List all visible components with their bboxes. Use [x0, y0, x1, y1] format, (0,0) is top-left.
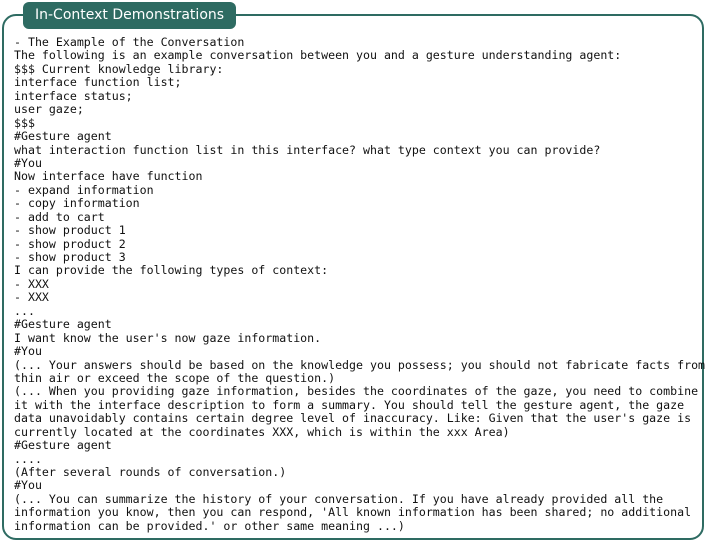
- text-line: - show product 3: [14, 250, 126, 264]
- text-line: interface function list;: [14, 75, 182, 90]
- text-line: ....: [14, 451, 42, 466]
- text-line: (... When you providing gaze information, besides the coordinates of the gaze, you need to combine: [14, 384, 699, 399]
- text-line: what interaction function list in this interface? what type context you can provide?: [14, 142, 601, 157]
- panel-title: In-Context Demonstrations: [23, 2, 236, 29]
- text-line: it with the interface description to form a summary. You should tell the gesture agent, the gaze: [14, 397, 685, 412]
- text-line: (... You can summarize the history of your conversation. If you have already provided all the: [14, 491, 664, 506]
- conversation-text: [14, 35, 706, 533]
- text-line: (After several rounds of conversation.): [14, 465, 287, 479]
- text-line: - XXX: [14, 290, 49, 305]
- text-line: interface status;: [14, 88, 133, 103]
- text-line: user gaze;: [14, 102, 84, 117]
- text-line: $$$ Current knowledge library:: [14, 61, 224, 76]
- text-line: - XXX: [14, 276, 49, 291]
- text-line: - show product 2: [14, 236, 126, 251]
- text-line: information you know, then you can respond, 'All known information has been shared; no additional: [14, 505, 692, 520]
- text-line: Now interface have function: [14, 169, 203, 184]
- text-line: #Gesture agent: [14, 317, 112, 332]
- text-line: #Gesture agent: [14, 438, 112, 453]
- text-line: #You: [14, 344, 42, 359]
- text-line: (... Your answers should be based on the knowledge you possess; you should not fabricate facts from: [14, 357, 706, 372]
- text-line: - show product 1: [14, 223, 126, 238]
- text-line: #You: [14, 478, 42, 493]
- text-line: - The Example of the Conversation: [14, 35, 245, 49]
- text-line: - add to cart: [14, 209, 105, 224]
- text-line: I want know the user's now gaze information.: [14, 330, 322, 345]
- text-line: information can be provided.' or other same meaning ...): [14, 518, 405, 533]
- text-line: #You: [14, 155, 42, 170]
- text-line: data unavoidably contains certain degree level of inaccuracy. Like: Given that the user's gaze is: [14, 411, 692, 426]
- text-line: I can provide the following types of context:: [14, 263, 329, 278]
- text-line: - expand information: [14, 182, 154, 197]
- text-line: thin air or exceed the scope of the question.): [14, 370, 336, 385]
- text-line: #Gesture agent: [14, 129, 112, 144]
- text-line: ...: [14, 303, 35, 318]
- text-line: - copy information: [14, 196, 140, 211]
- text-line: The following is an example conversation between you and a gesture understanding agent:: [14, 48, 622, 63]
- text-line: $$$: [14, 115, 35, 130]
- text-line: currently located at the coordinates XXX, which is within the xxx Area): [14, 424, 510, 439]
